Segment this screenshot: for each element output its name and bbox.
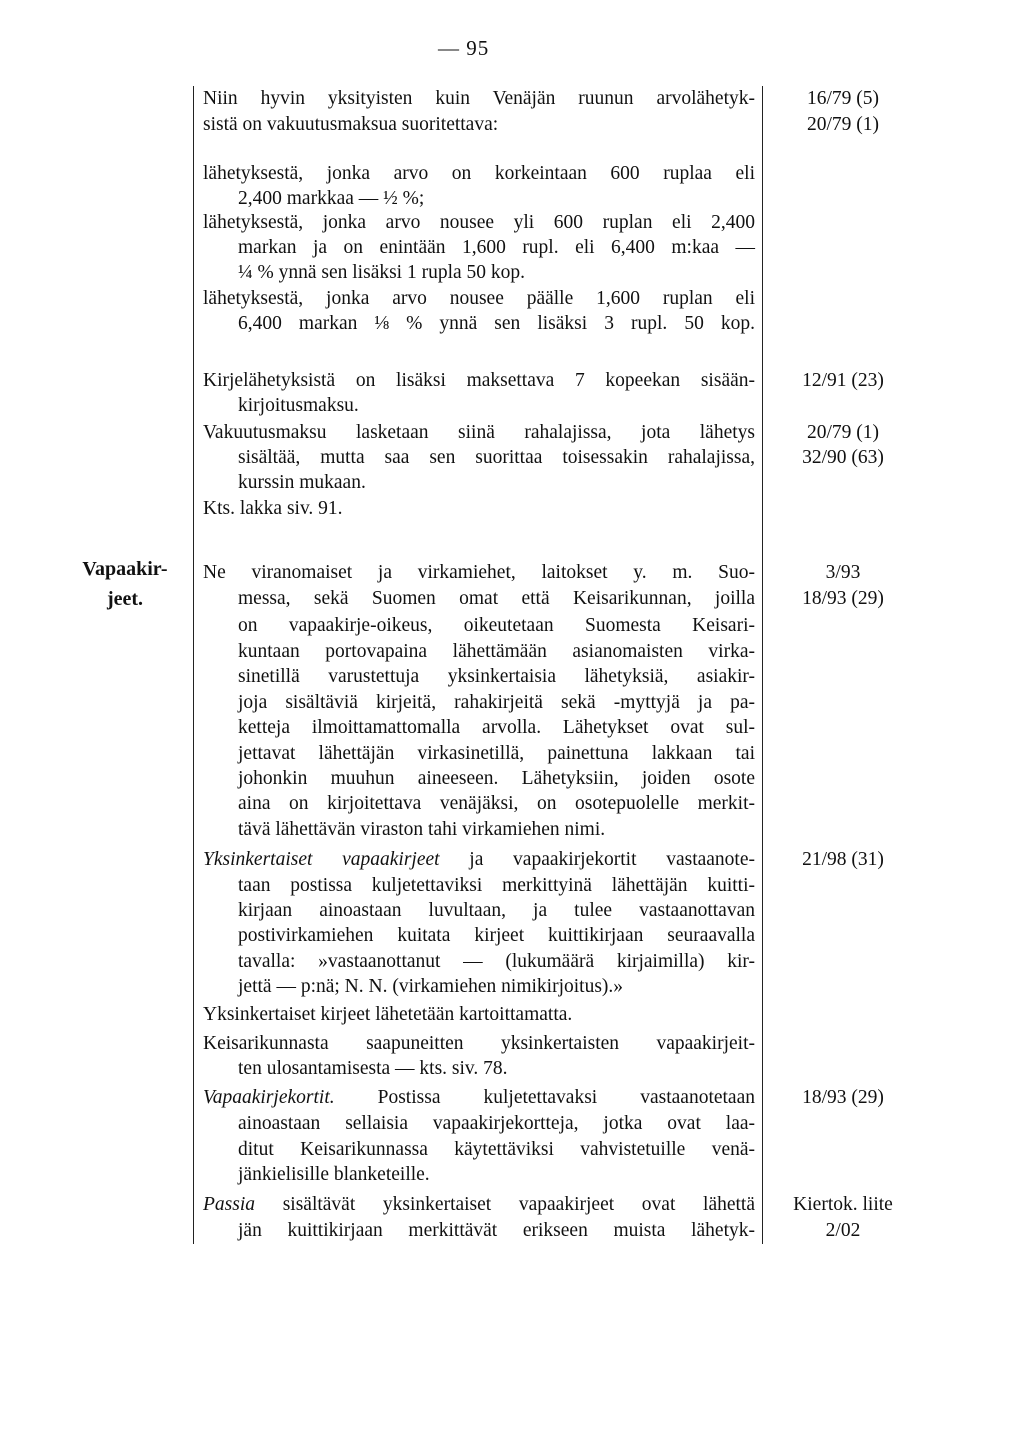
text-line — [238, 716, 755, 740]
margin-reference: 2/02 — [825, 1220, 861, 1241]
line-text: kirjoitusmaksu. — [238, 395, 359, 416]
right-column-rule — [762, 86, 763, 1244]
line-text: aina on kirjoitettava venäjäksi, on osotepuolelle merkit- — [238, 793, 755, 814]
margin-reference: Kiertok. liite — [793, 1194, 893, 1215]
text-line — [238, 640, 755, 664]
line-text: Postissa kuljetettavaksi vastaanotetaan — [377, 1087, 755, 1108]
sidenote-line: Vapaakir- — [82, 558, 168, 580]
italic-lead: Yksinkertaiset vapaakirjeet — [203, 849, 440, 870]
text-line — [238, 446, 755, 470]
margin-reference: 16/79 (5) — [806, 88, 880, 109]
margin-reference: 3/93 — [825, 562, 861, 583]
margin-reference: 32/90 (63) — [802, 447, 884, 468]
line-text: Niin hyvin yksityisten kuin Venäjän ruunun arvolähetyk- — [203, 88, 755, 109]
line-text: sisältävät yksinkertaiset vapaakirjeet ovat lähettä — [282, 1194, 756, 1215]
text-line — [203, 369, 755, 393]
line-text: taan postissa kuljetettaviksi merkittyinä lähettäjän kuitti- — [238, 875, 755, 896]
margin-reference: 21/98 (31) — [802, 849, 884, 870]
line-text: messa, sekä Suomen omat että Keisarikunnan, joilla — [238, 588, 755, 609]
line-text: sinetillä varustettuja yksinkertaisia lähetyksiä, asiakir- — [238, 666, 755, 687]
margin-reference: 12/91 (23) — [802, 370, 884, 391]
text-line — [238, 874, 755, 898]
margin-reference: 18/93 (29) — [802, 1087, 884, 1108]
text-line — [238, 899, 755, 923]
text-line — [238, 1219, 755, 1243]
line-text: ten ulosantamisesta — kts. siv. 78. — [238, 1058, 508, 1079]
margin-reference: 20/79 (1) — [806, 422, 880, 443]
page-number: — 95 — [438, 36, 490, 60]
line-text: jettä — p:nä; N. N. (virkamiehen nimikirjoitus).» — [238, 976, 624, 997]
line-text: sisältää, mutta saa sen suorittaa toisessakin rahalajissa, — [238, 447, 755, 468]
line-text: 2,400 markkaa — ½ %; — [238, 188, 425, 209]
text-line — [203, 113, 755, 137]
line-text: ketteja ilmoittamattomalla arvolla. Lähetykset ovat sul- — [238, 717, 755, 738]
line-text: 6,400 markan ⅛ % ynnä sen lisäksi 3 rupl. 50 kop. — [238, 313, 755, 334]
line-text: jettavat lähettäjän virkasinetillä, painettuna lakkaan tai — [238, 743, 755, 764]
text-line — [238, 187, 755, 211]
text-line — [238, 975, 755, 999]
line-text: postivirkamiehen kuitata kirjeet kuittikirjaan seuraavalla — [238, 925, 755, 946]
text-line — [203, 287, 755, 311]
line-text: Yksinkertaiset kirjeet lähetetään kartoittamatta. — [203, 1004, 573, 1025]
text-line — [203, 1086, 755, 1110]
line-text: lähetyksestä, jonka arvo nousee päälle 1,600 ruplan eli — [203, 288, 755, 309]
text-line — [238, 1057, 755, 1081]
text-line — [238, 818, 755, 842]
line-text: kuntaan portovapaina lähettämään asianomaisten virka- — [238, 641, 755, 662]
text-line — [238, 261, 755, 285]
margin-reference: 18/93 (29) — [802, 588, 884, 609]
text-line — [238, 471, 755, 495]
line-text: jän kuittikirjaan merkittävät erikseen muista lähetyk- — [238, 1220, 755, 1241]
line-text: tavalla: »vastaanottanut — (lukumäärä kirjaimilla) kir- — [238, 951, 755, 972]
text-line — [238, 1138, 755, 1162]
text-line — [238, 1112, 755, 1136]
line-text: on vapaakirje-oikeus, oikeutetaan Suomesta Keisari- — [238, 615, 755, 636]
text-line — [238, 236, 755, 260]
text-line — [238, 950, 755, 974]
line-text: Kirjelähetyksistä on lisäksi maksettava 7 kopeekan sisään- — [203, 370, 755, 391]
text-line — [203, 1032, 755, 1056]
text-line — [238, 742, 755, 766]
text-line — [203, 162, 755, 186]
line-text: jänkielisille blanketeille. — [238, 1164, 430, 1185]
text-line — [203, 1193, 755, 1217]
text-line — [238, 665, 755, 689]
line-text: lähetyksestä, jonka arvo on korkeintaan 600 ruplaa eli — [203, 163, 755, 184]
text-line — [238, 1163, 755, 1187]
line-text: ¼ % ynnä sen lisäksi 1 rupla 50 kop. — [238, 262, 526, 283]
text-line — [238, 587, 755, 611]
line-text: kurssin mukaan. — [238, 472, 366, 493]
text-line — [238, 312, 755, 336]
text-line — [203, 87, 755, 111]
text-line — [238, 614, 755, 638]
text-line — [203, 211, 755, 235]
text-line — [238, 394, 755, 418]
left-column-rule — [193, 86, 194, 1244]
line-text: lähetyksestä, jonka arvo nousee yli 600 ruplan eli 2,400 — [203, 212, 755, 233]
text-line — [203, 421, 755, 445]
text-line — [203, 848, 755, 872]
line-text: Ne viranomaiset ja virkamiehet, laitokset y. m. Suo- — [203, 562, 755, 583]
italic-lead: Passia — [203, 1194, 256, 1215]
text-line — [203, 1003, 755, 1027]
line-text: ditut Keisarikunnassa käytettäviksi vahvistetuille venä- — [238, 1139, 755, 1160]
italic-lead: Vapaakirjekortit. — [203, 1087, 335, 1108]
margin-reference: 20/79 (1) — [806, 114, 880, 135]
line-text: ainoastaan sellaisia vapaakirjekortteja, jotka ovat laa- — [238, 1113, 755, 1134]
sidenote-line: jeet. — [106, 588, 144, 610]
line-text: ja vapaakirjekortit vastaanote- — [469, 849, 755, 870]
line-text: kirjaan ainoastaan luvultaan, ja tulee vastaanottavan — [238, 900, 755, 921]
text-line — [238, 792, 755, 816]
text-line — [203, 497, 755, 521]
line-text: Vakuutusmaksu lasketaan siinä rahalajissa, jota lähetys — [203, 422, 755, 443]
text-line — [238, 691, 755, 715]
line-text: markan ja on enintään 1,600 rupl. eli 6,400 m:kaa — — [238, 237, 755, 258]
text-line — [203, 561, 755, 585]
line-text: sistä on vakuutusmaksua suoritettava: — [203, 114, 499, 135]
line-text: joja sisältäviä kirjeitä, rahakirjeitä sekä -myttyjä ja pa- — [238, 692, 755, 713]
line-text: Keisarikunnasta saapuneitten yksinkertaisten vapaakirjeit- — [203, 1033, 755, 1054]
text-line — [238, 924, 755, 948]
text-line — [238, 767, 755, 791]
line-text: tävä lähettävän viraston tahi virkamiehen nimi. — [238, 819, 606, 840]
line-text: Kts. lakka siv. 91. — [203, 498, 343, 519]
line-text: johonkin muuhun aineeseen. Lähetyksiin, joiden osote — [238, 768, 755, 789]
